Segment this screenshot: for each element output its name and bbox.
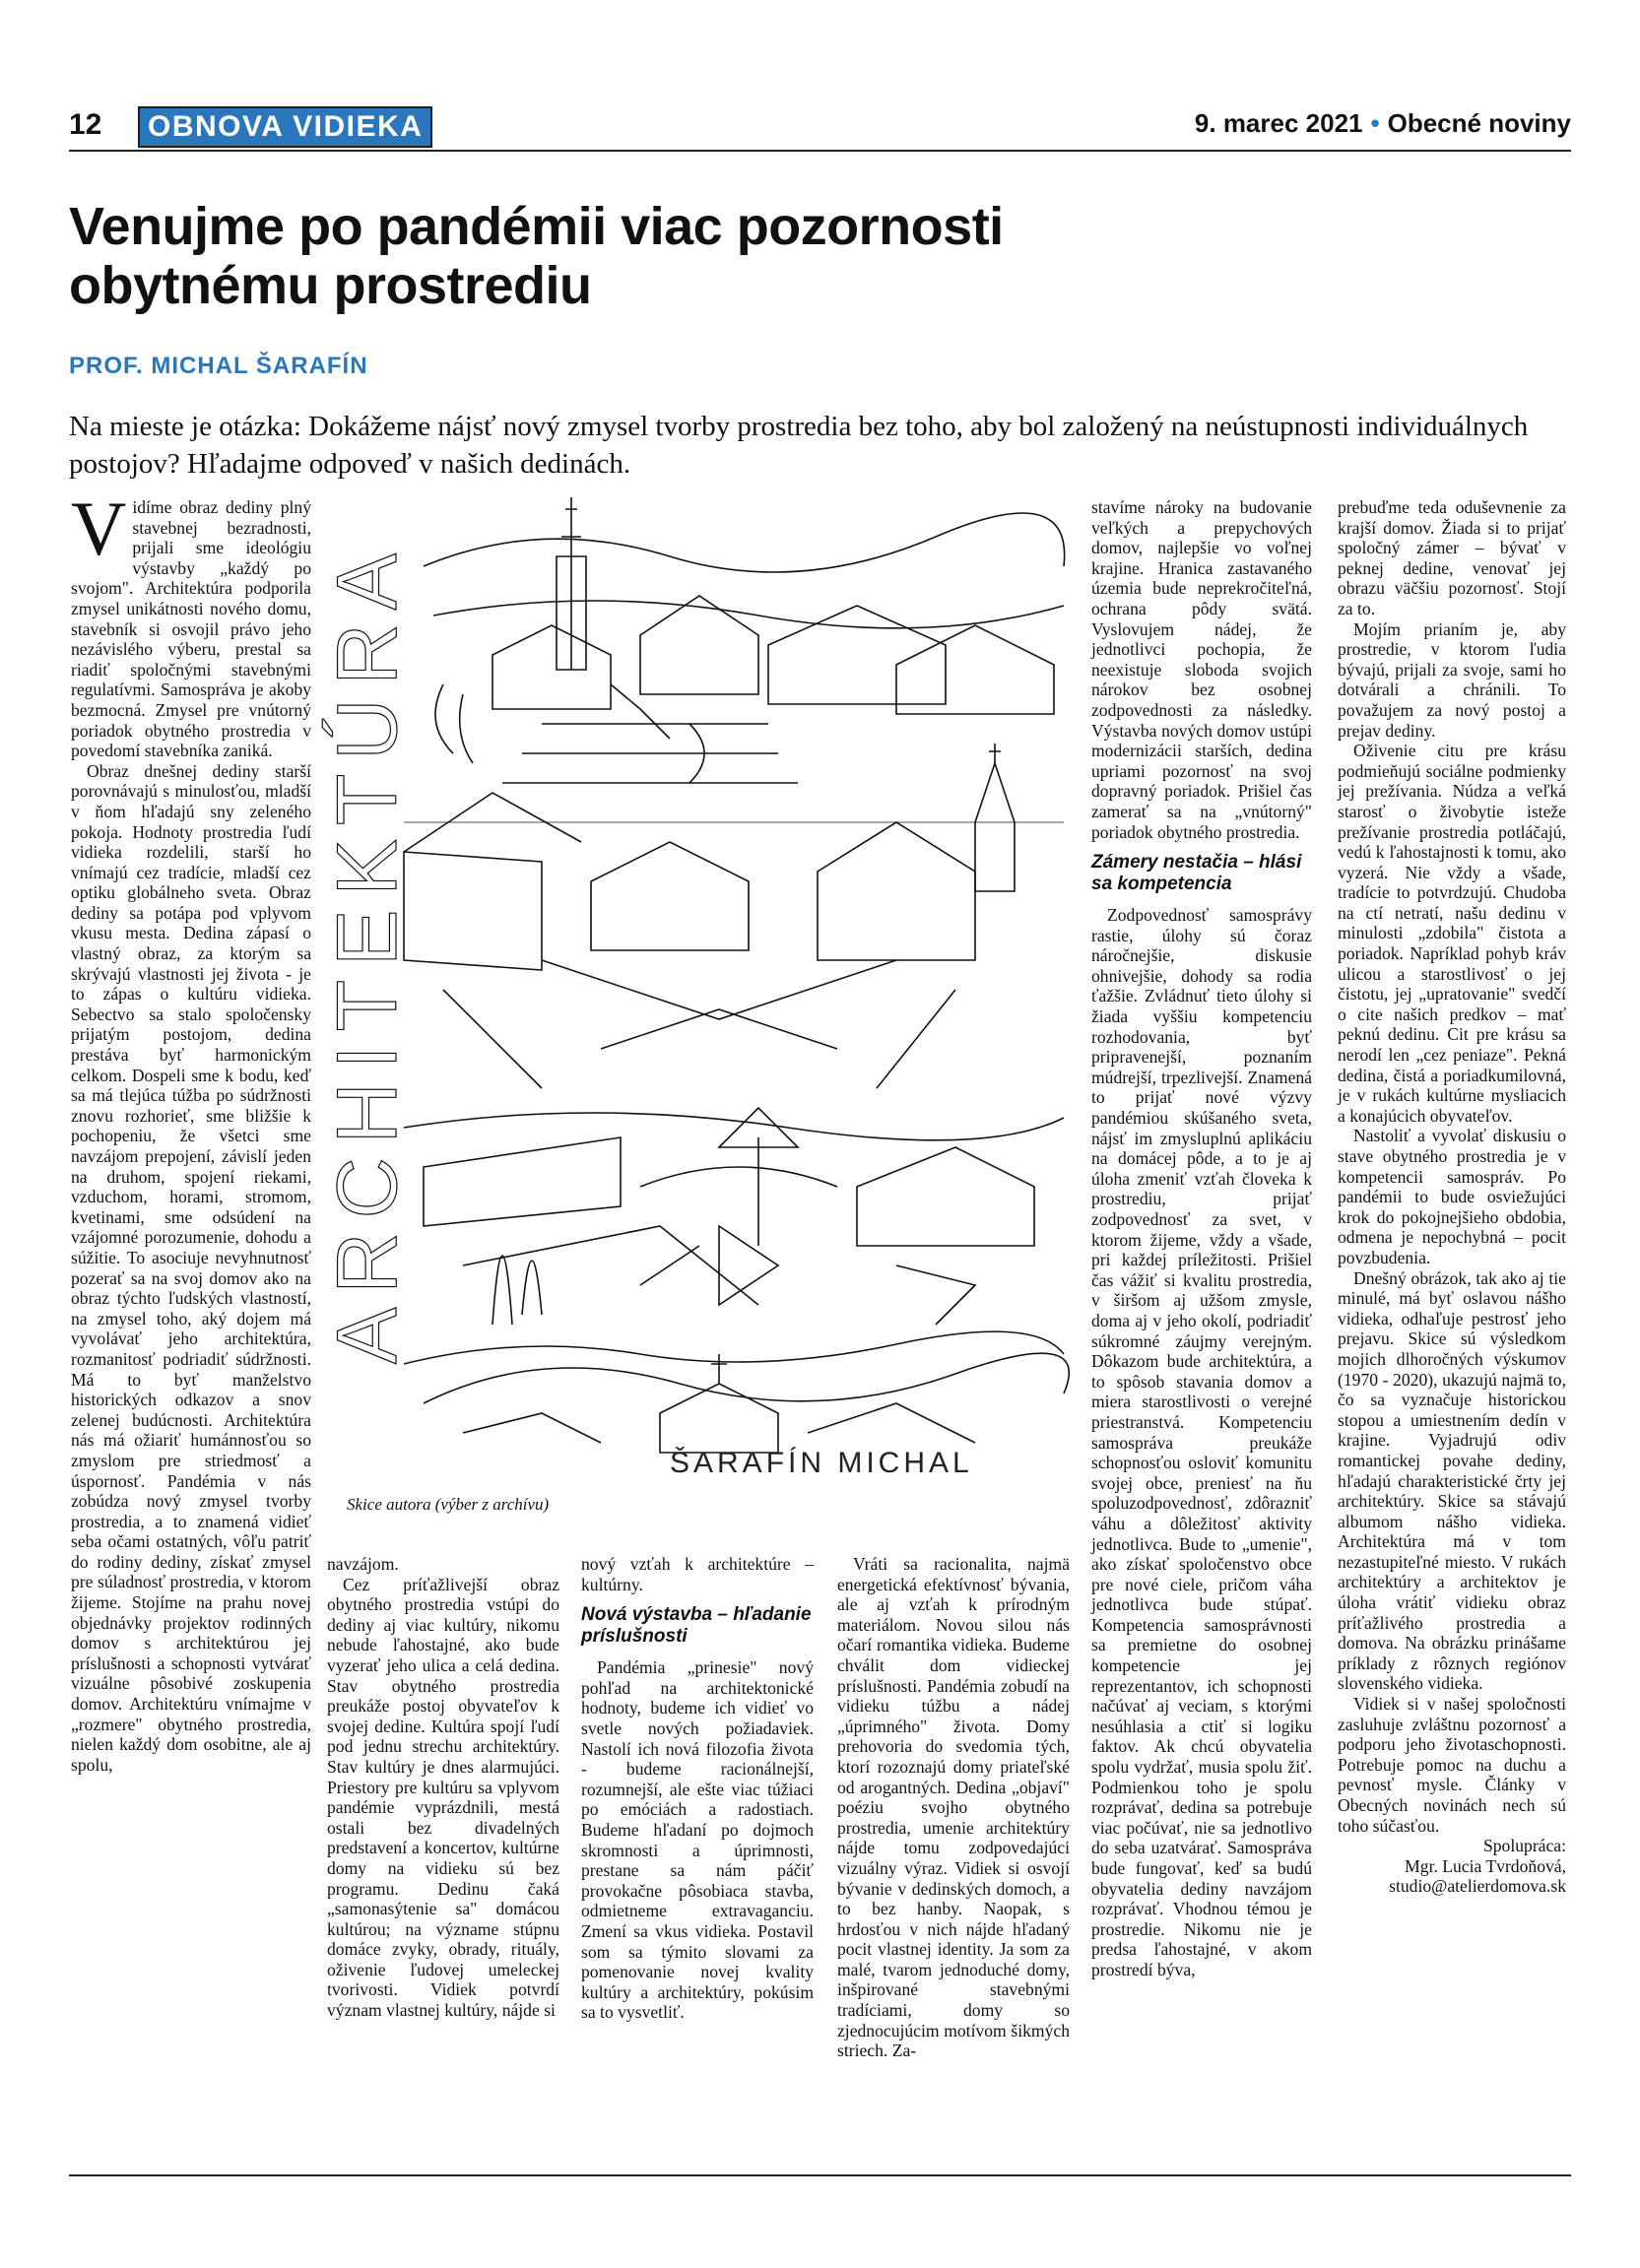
paragraph: navzájom. bbox=[327, 1554, 399, 1574]
headline-line-2: obytnému prostrediu bbox=[69, 256, 592, 315]
paragraph: Oživenie citu pre krásu podmieňujú sociálne podmienky jej prežívania. Núdza a veľká starosť o živobytie isteže prežívanie prostredia potláčajú, vedú k ľahostajnosti k tomu, ako vyzerá. Nie vždy a všade, tradície to potvrdzujú. Chudoba na ctí netratí, našu dedinu v minulosti „zdobila" čistota a poriadok. Napríklad pohyb kráv ulicou a starostlivosť o jej čistotu, jej „upratovanie" svedčí o cite našich predkov – mať peknú dedinu. Cit pre krásu sa nerodí len „cez peniaze". Pekná dedina, čistá a poriadkumilovná, je v rukách kultúrne mysliacich a konajúcich obyvateľov. bbox=[1338, 741, 1566, 1126]
separator: • bbox=[1370, 108, 1380, 138]
text-column-2 bbox=[327, 1554, 559, 2021]
publication-name: Obecné noviny bbox=[1387, 108, 1571, 138]
subheading: Nová výstavba – hľadanie príslušnosti bbox=[581, 1604, 812, 1648]
text-column-1 bbox=[71, 486, 311, 1775]
paragraph bbox=[71, 486, 311, 761]
text-column-4 bbox=[837, 1554, 1070, 2061]
paragraph: Nastoliť a vyvolať diskusiu o stave obytného prostredia je v kompetencii samospráv. Po pandémii to bude osviežujúci krok do pokojnejšieho obdobia, odmena je nepochybná – pocit povzbudenia. bbox=[1338, 1126, 1566, 1267]
credit-email: studio@atelierdomova.sk bbox=[1389, 1876, 1566, 1897]
paragraph: Dnešný obrázok, tak ako aj tie minulé, má byť oslavou nášho vidieka, odhaľuje pestrosť jeho prejavu. Skice sú výsledkom mojich dlhoročných výskumov (1970 - 2020), ukazujú najmä to, čo sa vyznačuje historickou stopou a umiestnením dedín v krajine. Vyjadrujú odiv romantickej povahe dediny, hľadajú charakteristické črty jej architektúry. Skice sa stávajú albumom nášho vidieka. Architektúra má v tom nezastupiteľné miesto. V rukách architektúry a architektov je úloha vrátiť vidieku obraz príťažlivého prostredia a domova. Na obrázku prinášame príklady z rôznych regiónov slovenského vidieka. bbox=[1338, 1267, 1566, 1694]
paragraph: prebuďme teda oduševnenie za krajší domov. Žiada si to prijať spoločný zámer – bývať v peknej dedine, venovať jej obrazu väčšiu pozornosť. Stojí za to. bbox=[1338, 497, 1566, 618]
credit-name: Mgr. Lucia Tvrdoňová, bbox=[1405, 1855, 1566, 1876]
paragraph: Zodpovednosť samosprávy rastie, úlohy sú čoraz náročnejšie, diskusie ohnivejšie, dohody sa rodia ťažšie. Zvládnuť tieto úlohy si žiada vyššiu kompetenciu rozhodovania, byť pripravenejší, poznaním múdrejší, trpezlivejší. Znamená to prijať nové výzvy pandémiou skúšaného sveta, nájsť im zmysluplnú aplikáciu na domácej pôde, a to je aj úloha zmeniť vzťah človeka k prostrediu, prijať zodpovednosť za svet, v ktorom žijeme, vždy a všade, pri každej príležitosti. Prišiel čas vážiť si kvalitu prostredia, v širšom aj užšom zmysle, doma aj v jeho okolí, podriadiť súkromné záujmy verejným. Dôkazom bude architektúra, a to spôsob stavania domov a miera starostlivosti o verejné priestranstvá. Kompetenciu samospráva preukáže schopnosťou osloviť komunitu svojej obce, preniesť na ňu spoluzodpovednosť, zdôrazniť váhu a dôležitosť aktivity jednotlivca. Bude to „umenie", ako získať spoločenstvo obce pre nové ciele, pričom váha jednotlivca bude stúpať. Kompetencia samosprávnosti sa premietne do osobnej kompetencie jej reprezentantov, ich schopnosti načúvať aj veciam, s ktorými nesúhlasia a ctiť si logiku faktov. Ak chcú obyvatelia spolu vydržať, musia spolu žiť. Podmienkou toho je spolu rozprávať, dedina sa potrebuje viac počúvať, nie sa jednotlivo do seba uzatvárať. Samospráva bude fungovať, keď sa budú obyvatelia dediny navzájom rozprávať. Vhodnou témou je prostredie. Nikomu nie je predsa ľahostajné, v akom prostredí býva, bbox=[1091, 905, 1312, 1979]
vertical-title: ARCHITEKTÚRA bbox=[320, 540, 415, 1364]
footer-rule bbox=[69, 2174, 1571, 2176]
paragraph: Vráti sa racionalita, najmä energetická efektívnosť bývania, ale aj vzťah k prírodným materiálom. Novou silou nás očarí romantika vidieka. Budeme chválit dom vidieckej príslušnosti. Pandémia zobudí na vidieku túžbu a nádej „úprimného" života. Domy prehovoria do svedomia tých, ktorí rozoznajú domy priateľské od arogantných. Dedina „objaví" poéziu svojho obytného prostredia, umenie architektúry nájde tomu zodpovedajúci vizuálny výraz. Vidiek si osvojí bývanie v dedinských domoch, a to bez hanby. Naopak, s hrdosťou v nich nájde hľadaný pocit vlastnej identity. Ja som za malé, tvarom jednoduché domy, inšpirované stavebnými tradíciami, domy so zjednocujúcim motívom šikmých striech. Za- bbox=[837, 1554, 1070, 2061]
page-header bbox=[69, 106, 1571, 146]
paragraph: Pandémia „prinesie" nový pohľad na architektonické hodnoty, budeme ich vidieť vo svetle nových požiadaviek. Nastolí ich nová filozofia života - budeme racionálnejší, rozumnejší, ale ešte viac túžiaci po emóciách a radostiach. Budeme hľadaní po dojmoch skromnosti a úprimnosti, prestane sa nám páčiť provokačne pôsobiaca stavba, odmietneme extravaganciu. Zmení sa vkus vidieka. Postavil som sa týmito slovami za pomenovanie novej kvality kultúry a architektúry, pokúsim sa to vysvetliť. bbox=[581, 1657, 814, 2023]
credit-label: Spolupráca: bbox=[1482, 1836, 1566, 1856]
paragraph: stavíme nároky na budovanie veľkých a prepychových domov, najlepšie vo voľnej krajine. Hranica zastavaného územia bude neprekročiteľná, ochrana pôdy svätá. Vyslovujem nádej, že jednotlivci pochopia, že neexistuje sloboda svojich nárokov bez osobnej zodpovednosti za následky. Výstavba nových domov ustúpi modernizácii starších, dedina upriami pozornosť na svoj dopravný poriadok. Prišiel čas zamerať sa na „vnútorný" poriadok obytného prostredia. bbox=[1091, 497, 1312, 842]
header-rule bbox=[69, 150, 1571, 152]
issue-info bbox=[1195, 108, 1571, 139]
paragraph: nový vzťah k architektúre – kultúrny. bbox=[581, 1554, 814, 1594]
subheading: Zámery nestačia – hlási sa kompetencia bbox=[1091, 852, 1302, 895]
sketch-illustration bbox=[320, 497, 1074, 1482]
issue-date: 9. marec 2021 bbox=[1194, 108, 1363, 138]
page-number: 12 bbox=[69, 108, 102, 141]
headline-line-1: Venujme po pandémii viac pozornosti bbox=[69, 197, 1004, 256]
article-lead: Na mieste je otázka: Dokážeme nájsť nový zmysel tvorby prostredia bez toho, aby bol založený na neústupnosti individuálnych postojov? Hľadajme odpoveď v našich dedinách. bbox=[69, 411, 1529, 480]
paragraph: Vidiek si v našej spoločnosti zasluhuje zvláštnu pozornosť a podporu jeho životaschopnosti. Potrebuje pomoc na duchu a pevnosť mysle. Články v Obecných novinách nech sú toho súčasťou. bbox=[1338, 1694, 1566, 1836]
article-byline: PROF. MICHAL ŠARAFÍN bbox=[69, 353, 368, 379]
sketch-drawing bbox=[320, 497, 1074, 1482]
text-column-6 bbox=[1338, 497, 1566, 1897]
paragraph: Mojím prianím je, aby prostredie, v ktorom ľudia bývajú, prijali za svoje, sami ho dotvárali a chránili. To považujem za nový postoj a prejav dediny. bbox=[1338, 618, 1566, 741]
paragraph: Cez príťažlivejší obraz obytného prostredia vstúpi do dediny aj viac kultúry, nikomu nebude ľahostajné, ako bude vyzerať jeho ulica a celá dedina. Stav obytného prostredia preukáže postoj obyvateľov k svojej dedine. Kultúra spojí ľudí pod jednu strechu architektúry. Stav kultúry je dnes alarmujúci. Priestory pre kultúru sa vplyvom pandémie vyprázdnili, mestá ostali bez divadelných predstavení a koncertov, kultúrne domy na vidieku sú bez programu. Dedinu čaká „samonasýtenie sa" domácou kultúrou; na význame stúpnu domáce zvyky, obrady, rituály, oživenie ľudovej umeleckej tvorivosti. Vidiek potvrdí význam vlastnej kultúry, nájde si bbox=[327, 1574, 559, 2021]
image-caption: Skice autora (výber z archívu) bbox=[347, 1495, 550, 1514]
drop-cap: V bbox=[71, 486, 127, 571]
sketch-signature: ŠARAFÍN MICHAL bbox=[670, 1447, 973, 1479]
section-label: OBNOVA VIDIEKA bbox=[138, 106, 432, 148]
text-column-5 bbox=[1091, 497, 1312, 1980]
paragraph: Obraz dnešnej dediny starší porovnávajú s minulosťou, mladší v ňom hľadajú sny zeleného pokoja. Hodnoty prostredia ľudí vidieka rozdelili, starší ho vnímajú cez tradície, mladší cez optiku globálneho sveta. Obraz dediny sa potápa pod vplyvom vkusu mesta. Dedina zápasí o vlastný obraz, za ktorým sa skrývajú vlastnosti jej života - je to zápas o kultúru vidieka. Sebectvo sa stalo spoločensky prijatým postojom, dedina prestáva byť harmonickým celkom. Dospeli sme k bodu, keď sa má tlejúca túžba po súdržnosti znovu rozhorieť, sme bližšie k pochopeniu, že všetci sme navzájom prepojení, závislí jeden na druhom, spojení riekami, vzduchom, horami, stromom, kvetinami, sme odsúdení na vzájomné porozumenie, dohodu a súžitie. To asociuje nevyhnutnosť pozerať sa na svoj domov ako na obraz týchto ľudských vlastností, na zmysel toho, aký dojem má vyvolávať jeho architektúra, rozmanitosť podriadiť súdržnosti. Má to byť manželstvo historických odkazov a snov zelenej budúcnosti. Architektúra nás má ožiariť humánnosťou so zmyslom pre striedmosť a úspornosť. Pandémia v nás zobúdza nový zmysel tvorby prostredia, a to znamená vidieť seba očami ostatných, vôľu patriť do rodiny dediny, získať zmysel pre súladnosť prostredia, v ktorom žijeme. Stojíme na prahu novej objednávky projektov rodinných domov s architektúrou jej príslušnosti a schopnosti vytvárať vizuálne pôsobivé zoskupenia domov. Architektúru vnímajme v „rozmere" obytného prostredia, nielen každý dom osobitne, ale aj spolu, bbox=[71, 760, 311, 1775]
article-headline bbox=[69, 197, 1448, 315]
paragraph-text: idíme obraz dediny plný stavebnej bezradnosti, prijali sme ideológiu výstavby „každý po svojom". Architektúra podporila zmysel unikátnosti nového domu, stavebník si osvojil právo jeho nezávislého výberu, prestal sa riadiť spoločnými stavebnými regulatívmi. Samospráva je akoby bezmocná. Zmysel pre vnútorný poriadok obytného prostredia v povedomí stavebníka zaniká. bbox=[71, 497, 311, 761]
text-column-3 bbox=[581, 1554, 814, 2023]
